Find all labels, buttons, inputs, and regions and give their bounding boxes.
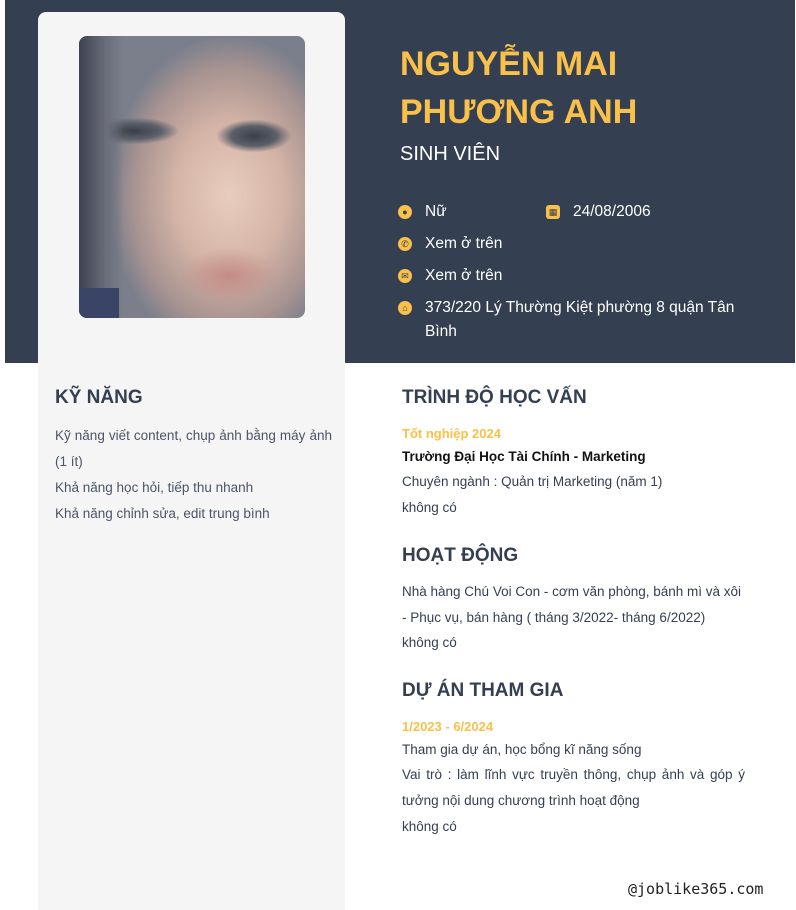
activities-heading: HOẠT ĐỘNG [402,545,519,566]
education-date: Tốt nghiệp 2024 [402,426,501,441]
phone-icon: ✆ [398,237,412,251]
skill-item: Khả năng học hỏi, tiếp thu nhanh [55,480,254,495]
footer-watermark: @joblike365.com [628,880,764,898]
phone-info [398,232,738,256]
photo-hair [79,36,124,318]
project-role: Vai trò : làm lĩnh vực truyền thông, chụp ảnh và góp ý tưởng nội dung chương trình hoạt động [402,767,745,808]
address-text: 373/220 Lý Thường Kiệt phường 8 quận Tân Bình [425,299,735,340]
project-date: 1/2023 - 6/2024 [402,719,494,734]
projects-heading: DỰ ÁN THAM GIA [402,680,564,701]
address-info [398,296,748,344]
school-name: Trường Đại Học Tài Chính - Marketing [402,449,646,464]
education-note: không có [402,500,457,515]
birthday-text: 24/08/2006 [573,203,651,220]
name-line-2: PHƯƠNG ANH [400,93,638,131]
profile-photo [79,36,305,318]
job-title: SINH VIÊN [400,143,501,165]
education-heading: TRÌNH ĐỘ HỌC VẤN [402,387,587,408]
skills-heading: KỸ NĂNG [55,387,143,408]
phone-text: Xem ở trên [425,235,503,252]
full-name [400,40,760,136]
activity-note: không có [402,635,457,650]
project-name: Tham gia dự án, học bổng kĩ năng sống [402,742,642,757]
calendar-icon: ▦ [546,205,560,219]
skill-item: Khả năng chỉnh sửa, edit trung bình [55,506,270,521]
name-line-1: NGUYỄN MAI [400,45,618,83]
activity-description: Nhà hàng Chú Voi Con - cơm văn phòng, bánh mì và xôi - Phục vụ, bán hàng ( tháng 3/2022- tháng 6/2022) [402,584,742,625]
home-icon: ⌂ [398,301,412,315]
project-note: không có [402,819,457,834]
birthday-info [546,200,746,224]
email-text: Xem ở trên [425,267,503,284]
gender-info [398,200,538,224]
education-major: Chuyên ngành : Quản trị Marketing (năm 1) [402,474,663,489]
person-icon: ● [398,205,412,219]
skill-item: Kỹ năng viết content, chụp ảnh bằng máy ảnh (1 ít) [55,428,332,469]
gender-text: Nữ [425,203,447,220]
photo-shoulder [79,288,119,318]
email-info [398,264,738,288]
envelope-icon: ✉ [398,269,412,283]
